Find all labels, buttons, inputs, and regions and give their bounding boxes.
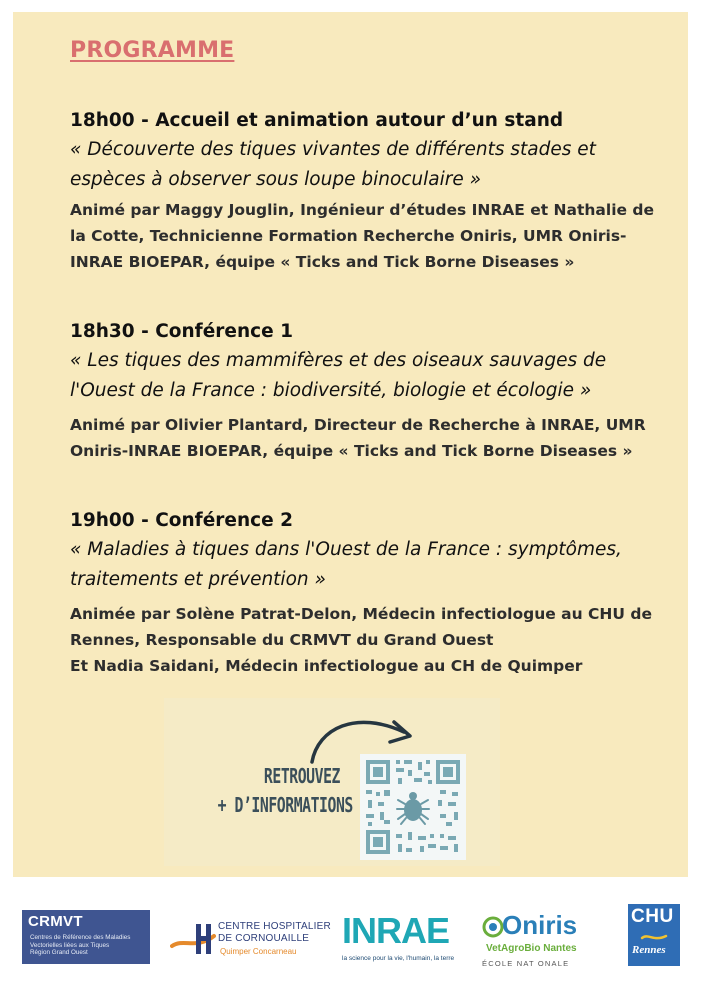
- crmvt-sub-line: Région Grand Ouest: [30, 949, 88, 957]
- session-host-line: la Cotte, Technicienne Formation Recherche Oniris, UMR Oniris-: [70, 227, 627, 245]
- session-host-line: Oniris-INRAE BIOEPAR, équipe « Ticks and Tick Borne Diseases »: [70, 442, 633, 460]
- session-title-line: « Maladies à tiques dans l'Ouest de la France : symptômes,: [70, 539, 622, 560]
- crmvt-logo: [22, 910, 150, 964]
- chu-name: CHU: [631, 906, 674, 927]
- inrae-logo: [340, 910, 470, 970]
- oniris-swirl-icon: [482, 914, 504, 940]
- session-title: [70, 346, 680, 406]
- oniris-ecole: ÉCOLE NAT ONALE: [482, 959, 570, 968]
- crmvt-sub-line: Vectorielles liées aux Tiques: [30, 941, 110, 949]
- session-title: [70, 535, 680, 595]
- session-title-line: espèces à observer sous loupe binoculaire »: [70, 169, 482, 190]
- chu-wave-icon: [640, 932, 668, 942]
- session-title-line: traitements et prévention »: [70, 569, 326, 590]
- session-3: [70, 507, 680, 679]
- programme-heading: PROGRAMME: [70, 38, 235, 63]
- ch-name-line: DE CORNOUAILLE: [218, 933, 310, 944]
- session-time: 18h00 - Accueil et animation autour d’un stand: [70, 110, 564, 131]
- session-2: [70, 318, 680, 464]
- qr-code[interactable]: [360, 754, 466, 860]
- session-hosts: [70, 197, 680, 275]
- chu-rennes-logo: [628, 904, 680, 966]
- session-time: 19h00 - Conférence 2: [70, 510, 293, 531]
- oniris-vetagrobio: VetAgroBio Nantes: [486, 943, 577, 954]
- session-host-line: Rennes, Responsable du CRMVT du Grand Ouest: [70, 631, 494, 649]
- chu-city: Rennes: [632, 944, 666, 956]
- oniris-name: Oniris: [502, 910, 578, 940]
- more-info-line: RETROUVEZ: [263, 764, 340, 788]
- session-host-line: Animé par Olivier Plantard, Directeur de Recherche à INRAE, UMR: [70, 416, 646, 434]
- session-title-line: « Découverte des tiques vivantes de différents stades et: [70, 139, 596, 160]
- session-hosts: [70, 601, 680, 679]
- more-info-text: [217, 762, 353, 820]
- more-info-box: [164, 698, 500, 866]
- oniris-logo: [482, 910, 582, 972]
- partner-logos: [0, 900, 707, 980]
- more-info-line: + D’INFORMATIONS: [217, 793, 353, 817]
- crmvt-name: CRMVT: [28, 913, 83, 930]
- tick-icon: [396, 790, 430, 824]
- inrae-tagline: la science pour la vie, l'humain, la terre: [342, 955, 455, 962]
- session-host-line: INRAE BIOEPAR, équipe « Ticks and Tick Borne Diseases »: [70, 253, 575, 271]
- crmvt-subtitle: [30, 934, 130, 957]
- session-title-line: l'Ouest de la France : biodiversité, biologie et écologie »: [70, 380, 592, 401]
- session-1: [70, 107, 680, 275]
- session-title: [70, 135, 680, 195]
- centre-hospitalier-logo: [170, 918, 331, 964]
- session-host-line: Animé par Maggy Jouglin, Ingénieur d’études INRAE et Nathalie de: [70, 201, 655, 219]
- session-host-line: Animée par Solène Patrat-Delon, Médecin infectiologue au CHU de: [70, 605, 652, 623]
- hospital-cross-icon: [170, 920, 216, 960]
- ch-location: Quimper Concarneau: [220, 947, 297, 956]
- session-title-line: « Les tiques des mammifères et des oiseaux sauvages de: [70, 350, 607, 371]
- session-hosts: [70, 412, 680, 464]
- crmvt-sub-line: Centres de Référence des Maladies: [30, 934, 131, 941]
- inrae-name: INRAE: [342, 910, 450, 951]
- session-time: 18h30 - Conférence 1: [70, 321, 293, 342]
- ch-name-line: CENTRE HOSPITALIER: [218, 921, 331, 932]
- session-host-line: Et Nadia Saidani, Médecin infectiologue au CH de Quimper: [70, 657, 583, 675]
